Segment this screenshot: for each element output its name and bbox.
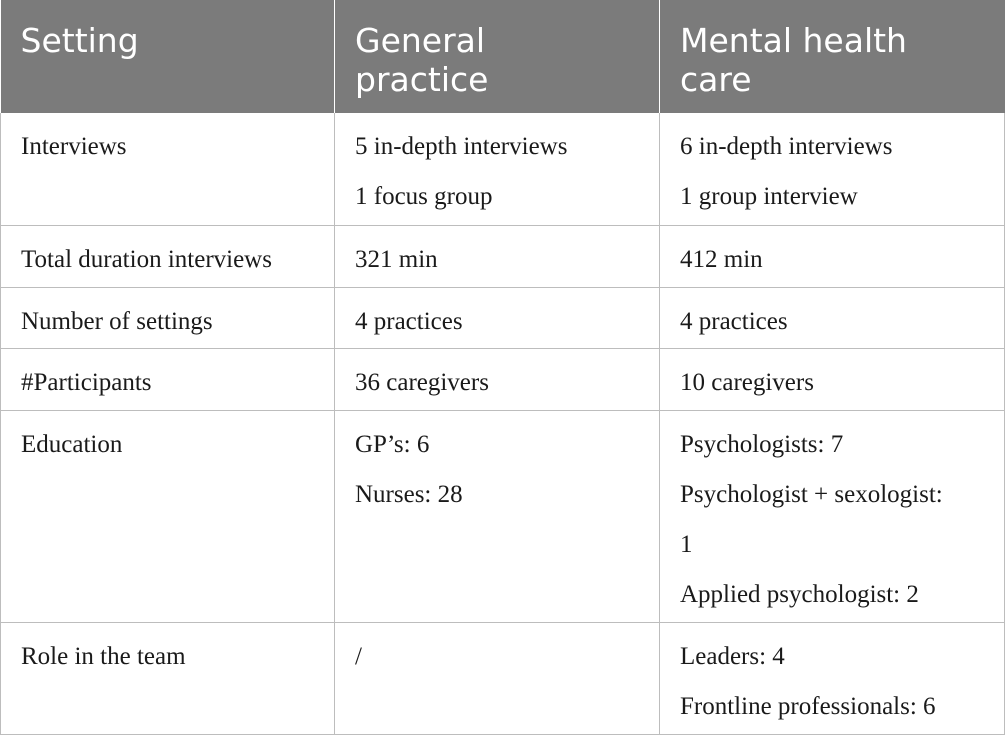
mental-health-care-value: 10 caregivers xyxy=(680,368,814,396)
row-label-cell xyxy=(1,113,335,225)
mental-health-care-cell xyxy=(660,410,1005,622)
table-row-role-in-team xyxy=(1,622,1005,734)
row-label-cell xyxy=(1,410,335,622)
general-practice-value: Nurses: 28 xyxy=(355,480,463,508)
row-label-cell xyxy=(1,287,335,348)
row-label-cell xyxy=(1,348,335,410)
mental-health-care-cell xyxy=(660,113,1005,225)
general-practice-value: 36 caregivers xyxy=(355,368,489,396)
header-mental-health-care-line-2: care xyxy=(680,60,752,99)
mental-health-care-value: 4 practices xyxy=(680,307,788,335)
general-practice-cell xyxy=(335,113,660,225)
mental-health-care-value: 1 group interview xyxy=(680,183,858,210)
mental-health-care-value: 1 xyxy=(680,530,693,558)
mental-health-care-value: Frontline professionals: 6 xyxy=(680,692,936,720)
table-row-interviews xyxy=(1,113,1005,225)
general-practice-value: 1 focus group xyxy=(355,183,493,210)
header-general-practice-line-1: General xyxy=(355,21,486,60)
header-setting xyxy=(1,0,335,113)
mental-health-care-value: 412 min xyxy=(680,245,763,273)
general-practice-value: 321 min xyxy=(355,245,438,273)
general-practice-cell xyxy=(335,287,660,348)
general-practice-cell xyxy=(335,225,660,287)
table-row-number-of-settings xyxy=(1,287,1005,348)
header-mental-health-care-line-1: Mental health xyxy=(680,21,907,60)
row-label: Number of settings xyxy=(21,307,213,335)
mental-health-care-cell xyxy=(660,225,1005,287)
mental-health-care-value: Psychologist + sexologist: xyxy=(680,480,943,508)
row-label: #Participants xyxy=(21,368,152,396)
header-setting-label: Setting xyxy=(20,21,139,60)
table-row-education xyxy=(1,410,1005,622)
row-label: Interviews xyxy=(21,133,127,160)
header-row xyxy=(1,0,1005,113)
row-label: Education xyxy=(21,430,123,458)
table-row-total-duration xyxy=(1,225,1005,287)
general-practice-cell xyxy=(335,622,660,734)
row-label-cell xyxy=(1,225,335,287)
general-practice-value: 5 in-depth interviews xyxy=(355,133,568,160)
row-label-cell xyxy=(1,622,335,734)
header-general-practice xyxy=(335,0,660,113)
mental-health-care-value: Leaders: 4 xyxy=(680,642,785,670)
general-practice-cell xyxy=(335,410,660,622)
mental-health-care-cell xyxy=(660,348,1005,410)
mental-health-care-value: 6 in-depth interviews xyxy=(680,133,893,160)
general-practice-value: / xyxy=(355,642,362,670)
mental-health-care-cell xyxy=(660,287,1005,348)
header-general-practice-line-2: practice xyxy=(355,60,489,99)
mental-health-care-value: Psychologists: 7 xyxy=(680,430,844,458)
general-practice-value: GP’s: 6 xyxy=(355,430,430,458)
mental-health-care-cell xyxy=(660,622,1005,734)
header-mental-health-care xyxy=(660,0,1005,113)
mental-health-care-value: Applied psychologist: 2 xyxy=(680,580,919,608)
general-practice-cell xyxy=(335,348,660,410)
general-practice-value: 4 practices xyxy=(355,307,463,335)
row-label: Role in the team xyxy=(21,642,186,670)
row-label: Total duration interviews xyxy=(21,245,272,273)
table-row-participants xyxy=(1,348,1005,410)
